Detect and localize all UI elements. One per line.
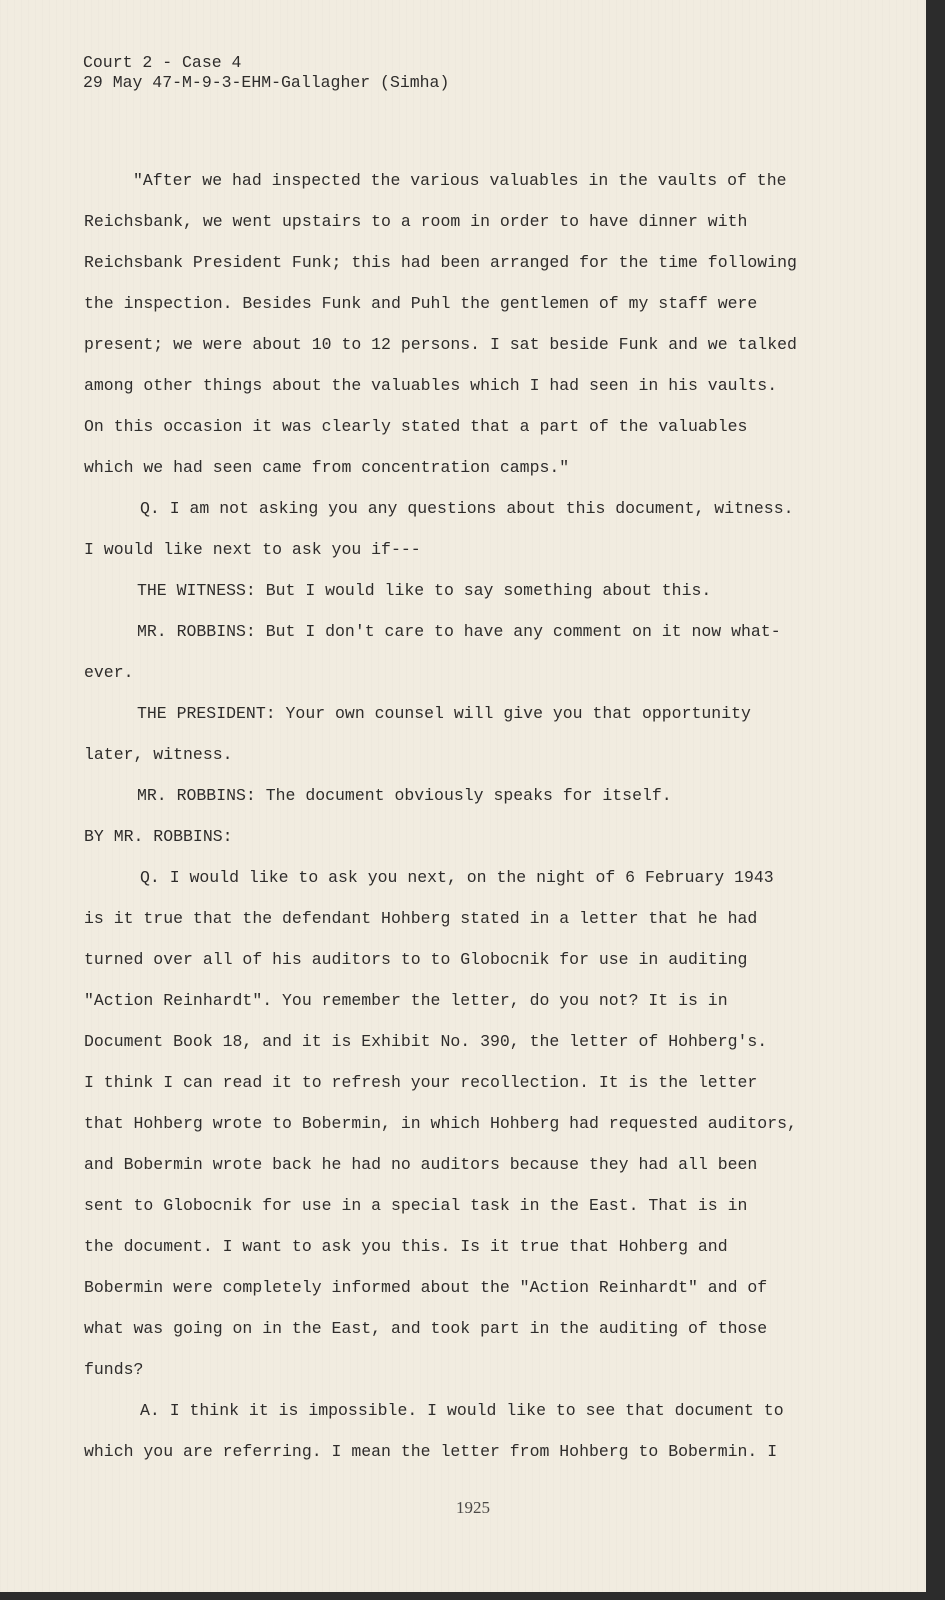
speaker-line: MR. ROBBINS: The document obviously speaks for itself. [137,786,672,805]
case-header-court: Court 2 - Case 4 [83,53,242,72]
text-line: sent to Globocnik for use in a special task in the East. That is in [84,1196,748,1215]
case-header-session: 29 May 47-M-9-3-EHM-Gallagher (Simha) [83,73,450,92]
text-line: that Hohberg wrote to Bobermin, in which Hohberg had requested auditors, [84,1114,797,1133]
text-line: which we had seen came from concentration camps." [84,458,570,477]
text-line: and Bobermin wrote back he had no auditors because they had all been [84,1155,758,1174]
speaker-line: MR. ROBBINS: But I don't care to have any comment on it now what- [137,622,781,641]
text-line: later, witness. [84,745,233,764]
question-line: Q. I would like to ask you next, on the night of 6 February 1943 [140,868,774,887]
text-line: the document. I want to ask you this. Is it true that Hohberg and [84,1237,728,1256]
text-line: the inspection. Besides Funk and Puhl the gentlemen of my staff were [84,294,758,313]
text-line: among other things about the valuables which I had seen in his vaults. [84,376,778,395]
text-line: Document Book 18, and it is Exhibit No. 390, the letter of Hohberg's. [84,1032,768,1051]
speaker-line: THE PRESIDENT: Your own counsel will give you that opportunity [137,704,751,723]
text-line: present; we were about 10 to 12 persons. I sat beside Funk and we talked [84,335,797,354]
text-line: I would like next to ask you if--- [84,540,421,559]
page-number: 1925 [456,1498,490,1517]
answer-line: A. I think it is impossible. I would like to see that document to [140,1401,784,1420]
text-line: On this occasion it was clearly stated that a part of the valuables [84,417,748,436]
text-line: turned over all of his auditors to to Globocnik for use in auditing [84,950,748,969]
scan-border-bottom [0,1592,945,1600]
text-line: I think I can read it to refresh your recollection. It is the letter [84,1073,758,1092]
scan-border-right [926,0,945,1600]
text-line: is it true that the defendant Hohberg stated in a letter that he had [84,909,758,928]
section-heading: BY MR. ROBBINS: [84,827,233,846]
text-line: what was going on in the East, and took part in the auditing of those [84,1319,768,1338]
text-line: which you are referring. I mean the letter from Hohberg to Bobermin. I [84,1442,778,1461]
text-line: ever. [84,663,134,682]
text-line: Reichsbank, we went upstairs to a room in order to have dinner with [84,212,748,231]
text-line: "After we had inspected the various valuables in the vaults of the [133,171,787,190]
case-header [83,53,449,93]
text-line: "Action Reinhardt". You remember the letter, do you not? It is in [84,991,728,1010]
text-line: Bobermin were completely informed about the "Action Reinhardt" and of [84,1278,768,1297]
question-line: Q. I am not asking you any questions about this document, witness. [140,499,794,518]
speaker-line: THE WITNESS: But I would like to say something about this. [137,581,712,600]
text-line: Reichsbank President Funk; this had been arranged for the time following [84,253,797,272]
text-line: funds? [84,1360,144,1379]
